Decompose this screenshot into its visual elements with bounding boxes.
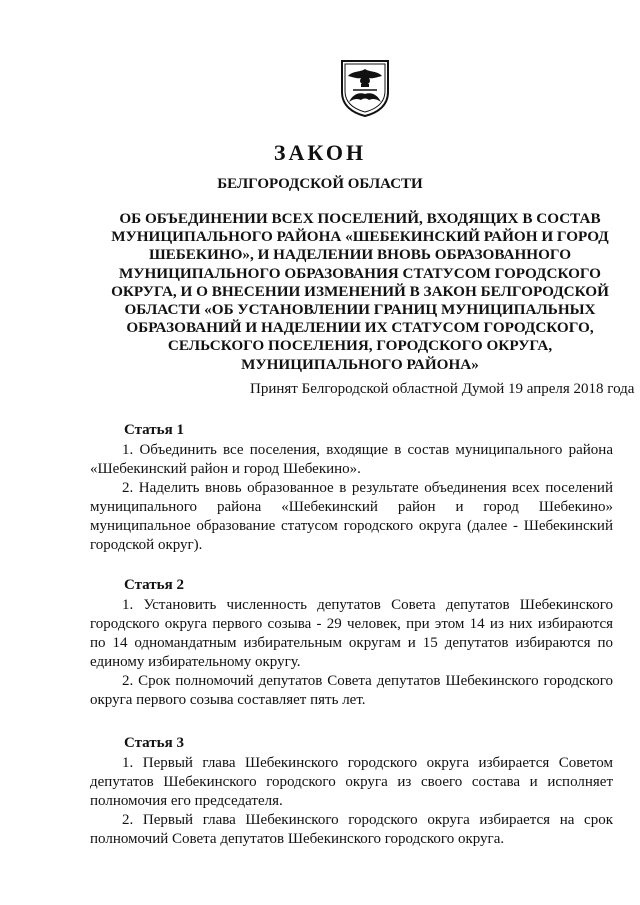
article-title: Статья 2 <box>124 577 184 593</box>
article-paragraph: 1. Объединить все поселения, входящие в состав муниципального района «Шебекинский район и город Шебекино». <box>90 442 613 477</box>
article-paragraph: 2. Наделить вновь образованное в результате объединения всех поселений муниципального района «Шебекинский район и город Шебекино» муниципальное образование статусом городского округа (далее - Шебекинский городской округ). <box>90 480 613 553</box>
article-paragraph: 2. Срок полномочий депутатов Совета депутатов Шебекинского городского округа первого созыва составляет пять лет. <box>90 673 613 708</box>
heading-line: СЕЛЬСКОГО ПОСЕЛЕНИЯ, ГОРОДСКОГО ОКРУГА, <box>167 337 553 355</box>
heading-line: ОКРУГА, И О ВНЕСЕНИИ ИЗМЕНЕНИЙ В ЗАКОН БЕЛГОРОДСКОЙ <box>111 282 609 300</box>
adoption-date: Принят Белгородской областной Думой 19 апреля 2018 года <box>250 381 635 397</box>
heading-line: ОБРАЗОВАНИЙ И НАДЕЛЕНИИ ИХ СТАТУСОМ ГОРОДСКОГО, <box>126 319 594 337</box>
article-paragraph: 1. Первый глава Шебекинского городского округа избирается Советом депутатов Шебекинского городского округа из своего состава и исполняет полномочия его председателя. <box>90 755 613 809</box>
article-title: Статья 3 <box>124 735 184 751</box>
article-title: Статья 1 <box>124 422 184 438</box>
article-3 <box>90 735 613 849</box>
article-2 <box>90 577 613 710</box>
heading-line: МУНИЦИПАЛЬНОГО ОБРАЗОВАНИЯ СТАТУСОМ ГОРОДСКОГО <box>119 264 601 282</box>
coat-of-arms-icon <box>339 58 391 118</box>
heading-line: МУНИЦИПАЛЬНОГО РАЙОНА» <box>241 355 479 373</box>
heading-line: ОБ ОБЪЕДИНЕНИИ ВСЕХ ПОСЕЛЕНИЙ, ВХОДЯЩИХ В СОСТАВ <box>119 210 601 227</box>
law-heading <box>100 210 620 374</box>
heading-line: ШЕБЕКИНО», И НАДЕЛЕНИИ ВНОВЬ ОБРАЗОВАННОГО <box>148 246 572 264</box>
document-title: ЗАКОН <box>273 140 367 165</box>
article-paragraph: 1. Установить численность депутатов Совета депутатов Шебекинского городского округа первого созыва - 29 человек, при этом 14 из них избираются по 14 одномандатным избирательным округам и 15 депутатов избираются по единому избирательному округу. <box>90 597 613 670</box>
document-subtitle: БЕЛГОРОДСКОЙ ОБЛАСТИ <box>217 176 423 192</box>
article-paragraph: 2. Первый глава Шебекинского городского округа избирается на срок полномочий Совета депутатов Шебекинского городского округа. <box>90 812 613 847</box>
heading-line: ОБЛАСТИ «ОБ УСТАНОВЛЕНИИ ГРАНИЦ МУНИЦИПАЛЬНЫХ <box>124 301 596 319</box>
article-1 <box>90 422 613 555</box>
heading-line: МУНИЦИПАЛЬНОГО РАЙОНА «ШЕБЕКИНСКИЙ РАЙОН И ГОРОД <box>111 228 609 246</box>
